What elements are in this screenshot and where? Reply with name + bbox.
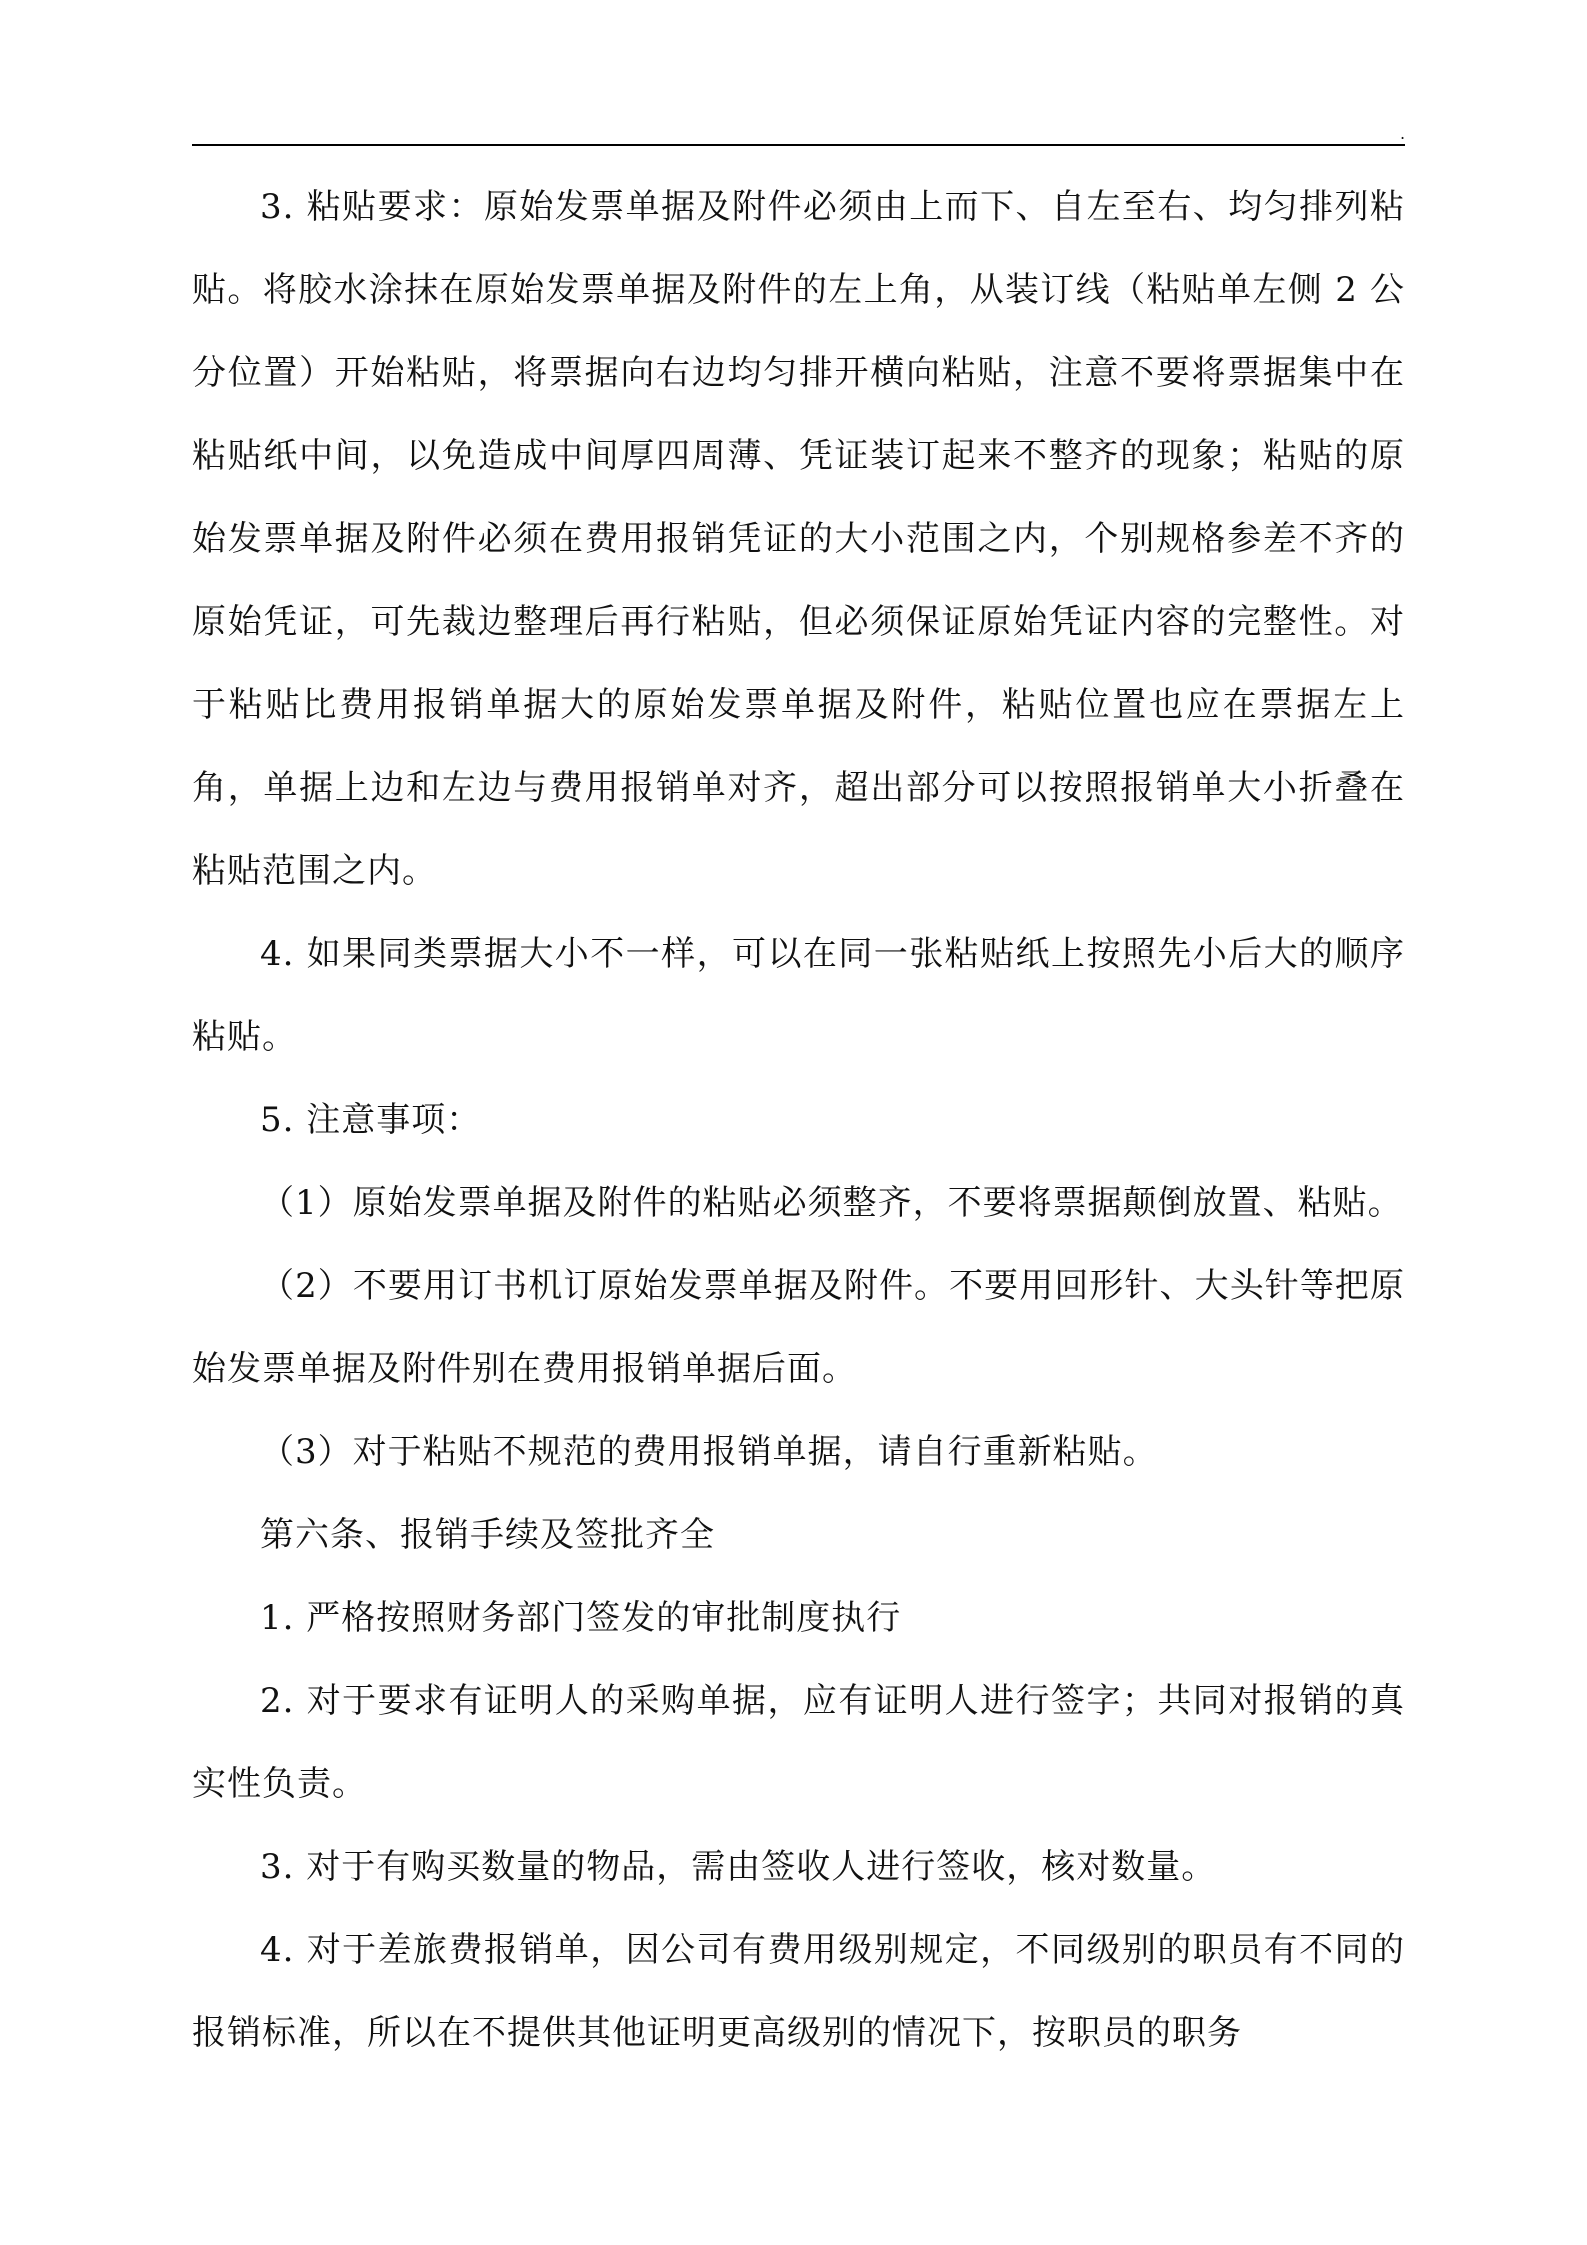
paragraph-item-3: 3. 对于有购买数量的物品，需由签收人进行签收，核对数量。 bbox=[260, 1847, 1217, 1887]
paragraph-item-2: 2. 对于要求有证明人的采购单据，应有证明人进行签字；共同对报销的真实性负责。 bbox=[192, 1681, 1405, 1804]
header-rule bbox=[192, 144, 1405, 146]
paragraph-notes-heading: 5. 注意事项： bbox=[260, 1100, 482, 1140]
paragraph-note-3: （3）对于粘贴不规范的费用报销单据，请自行重新粘贴。 bbox=[260, 1432, 1158, 1472]
section-heading-article-6: 第六条、报销手续及签批齐全 bbox=[260, 1515, 715, 1555]
paragraph-paste-requirements: 3. 粘贴要求：原始发票单据及附件必须由上而下、自左至右、均匀排列粘贴。将胶水涂抹在原始发票单据及附件的左上角，从装订线（粘贴单左侧 2 公分位置）开始粘贴，将票据向右边均匀排开横向粘贴，注意不要将票据集中在粘贴纸中间，以免造成中间厚四周薄、凭证装订起来不整齐的现象；粘贴的原始发票单据及附件必须在费用报销凭证的大小范围之内，个别规格参差不齐的原始凭证，可先裁边整理后再行粘贴，但必须保证原始凭证内容的完整性。对于粘贴比费用报销单据大的原始发票单据及附件，粘贴位置也应在票据左上角，单据上边和左边与费用报销单对齐，超出部分可以按照报销单大小折叠在粘贴范围之内。 bbox=[192, 187, 1405, 891]
header-mark: . bbox=[1400, 124, 1406, 143]
document-body bbox=[192, 166, 1405, 2075]
paragraph-note-2: （2）不要用订书机订原始发票单据及附件。不要用回形针、大头针等把原始发票单据及附件别在费用报销单据后面。 bbox=[192, 1266, 1405, 1389]
paragraph-item-4: 4. 对于差旅费报销单，因公司有费用级别规定，不同级别的职员有不同的报销标准，所以在不提供其他证明更高级别的情况下，按职员的职务 bbox=[192, 1930, 1405, 2053]
paragraph-note-1: （1）原始发票单据及附件的粘贴必须整齐，不要将票据颠倒放置、粘贴。 bbox=[260, 1183, 1403, 1223]
paragraph-same-type-receipts: 4. 如果同类票据大小不一样，可以在同一张粘贴纸上按照先小后大的顺序粘贴。 bbox=[192, 934, 1405, 1057]
paragraph-item-1: 1. 严格按照财务部门签发的审批制度执行 bbox=[260, 1598, 902, 1638]
